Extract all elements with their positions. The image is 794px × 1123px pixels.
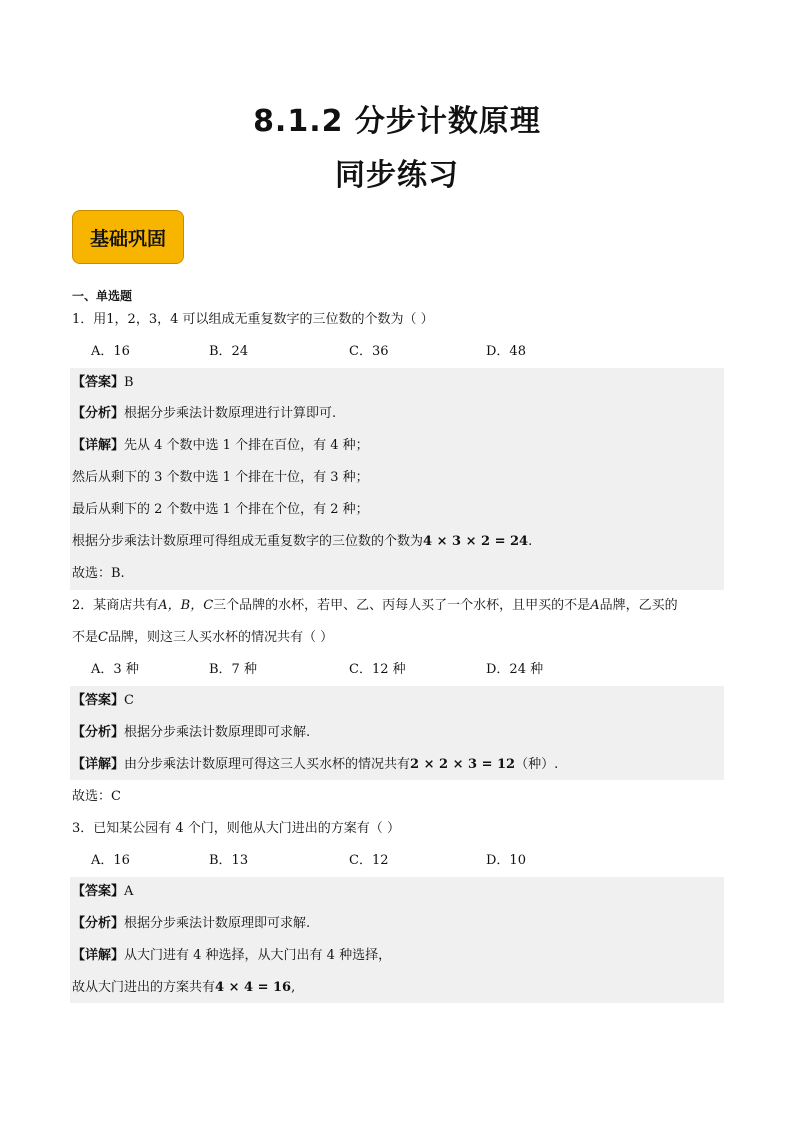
analysis-label: 【分析】 — [72, 916, 125, 931]
conclusion: 故选：B. — [72, 566, 125, 581]
detail-row — [72, 756, 558, 774]
page-title: 8.1.2 分步计数原理 — [253, 104, 541, 139]
conclusion: 故选：C — [72, 789, 121, 804]
analysis-text: 根据分步乘法计数原理进行计算即可. — [124, 406, 337, 421]
option-b: B．24 — [209, 344, 249, 359]
stem-text: 品牌，乙买的 — [599, 598, 678, 613]
page-subtitle: 同步练习 — [335, 158, 459, 193]
analysis-text: 根据分步乘法计数原理即可求解. — [124, 916, 311, 931]
option-b: B．13 — [209, 853, 249, 868]
stem-variables: A，B，C — [158, 598, 214, 613]
detail-line — [72, 979, 295, 997]
option-c: C．36 — [349, 344, 389, 359]
answer-value: B — [124, 375, 134, 390]
section-badge: 基础巩固 — [72, 210, 184, 264]
analysis-row — [72, 915, 310, 933]
stem-text: 不是 — [72, 630, 99, 645]
question-2-stem-line-1 — [72, 597, 678, 615]
answer-label: 【答案】 — [72, 693, 125, 708]
detail-label: 【详解】 — [72, 948, 125, 963]
answer-value: A — [124, 884, 134, 899]
stem-variable: C — [98, 630, 108, 645]
option-a: A．3 种 — [91, 662, 139, 677]
detail-line: 最后从剩下的 2 个数中选 1 个排在个位，有 2 种； — [72, 502, 369, 517]
analysis-row — [72, 724, 310, 742]
detail-label: 【详解】 — [72, 757, 125, 772]
stem-variable: A — [590, 598, 600, 613]
answer-label: 【答案】 — [72, 884, 125, 899]
detail-line — [72, 533, 532, 551]
answer-label: 【答案】 — [72, 375, 125, 390]
detail-text: 根据分步乘法计数原理可得组成无重复数字的三位数的个数为 — [72, 534, 424, 549]
option-b: B．7 种 — [209, 662, 257, 677]
analysis-row — [72, 405, 336, 423]
option-c: C．12 种 — [349, 662, 406, 677]
question-2-stem-line-2 — [72, 629, 333, 647]
stem-text: 三个品牌的水杯，若甲、乙、丙每人买了一个水杯，且甲买的不是 — [213, 598, 591, 613]
detail-text: 故从大门进出的方案共有 — [72, 980, 216, 995]
answer-row — [72, 374, 134, 392]
option-c: C．12 — [349, 853, 389, 868]
analysis-label: 【分析】 — [72, 725, 125, 740]
detail-text: 由分步乘法计数原理可得这三人买水杯的情况共有 — [124, 757, 411, 772]
detail-label: 【详解】 — [72, 438, 125, 453]
option-d: D．10 — [486, 853, 526, 868]
answer-row — [72, 692, 134, 710]
analysis-text: 根据分步乘法计数原理即可求解. — [124, 725, 311, 740]
detail-text: 先从 4 个数中选 1 个排在百位，有 4 种； — [124, 438, 369, 453]
formula: 4 × 4 = 16 — [215, 980, 292, 995]
answer-value: C — [124, 693, 134, 708]
stem-text: 2．某商店共有 — [72, 598, 159, 613]
punctuation: . — [528, 534, 533, 549]
option-a: A．16 — [91, 853, 130, 868]
stem-text: 品牌，则这三人买水杯的情况共有（ ） — [107, 630, 334, 645]
formula: 2 × 2 × 3 = 12 — [410, 757, 516, 772]
question-1-stem: 1．用1，2，3，4 可以组成无重复数字的三位数的个数为（ ） — [72, 312, 434, 327]
option-d: D．24 种 — [486, 662, 544, 677]
detail-text: （种）. — [515, 757, 559, 772]
detail-row — [72, 947, 391, 965]
analysis-label: 【分析】 — [72, 406, 125, 421]
section-heading: 一、单选题 — [72, 289, 133, 303]
question-3-stem: 3．已知某公园有 4 个门，则他从大门进出的方案有（ ） — [72, 821, 400, 836]
option-a: A．16 — [91, 344, 130, 359]
answer-row — [72, 883, 133, 901]
formula: 4 × 3 × 2 = 24 — [423, 534, 529, 549]
detail-row — [72, 437, 369, 455]
detail-line: 然后从剩下的 3 个数中选 1 个排在十位，有 3 种； — [72, 470, 369, 485]
detail-text: 从大门进有 4 种选择，从大门出有 4 种选择， — [124, 948, 392, 963]
option-d: D．48 — [486, 344, 526, 359]
punctuation: , — [291, 980, 296, 995]
